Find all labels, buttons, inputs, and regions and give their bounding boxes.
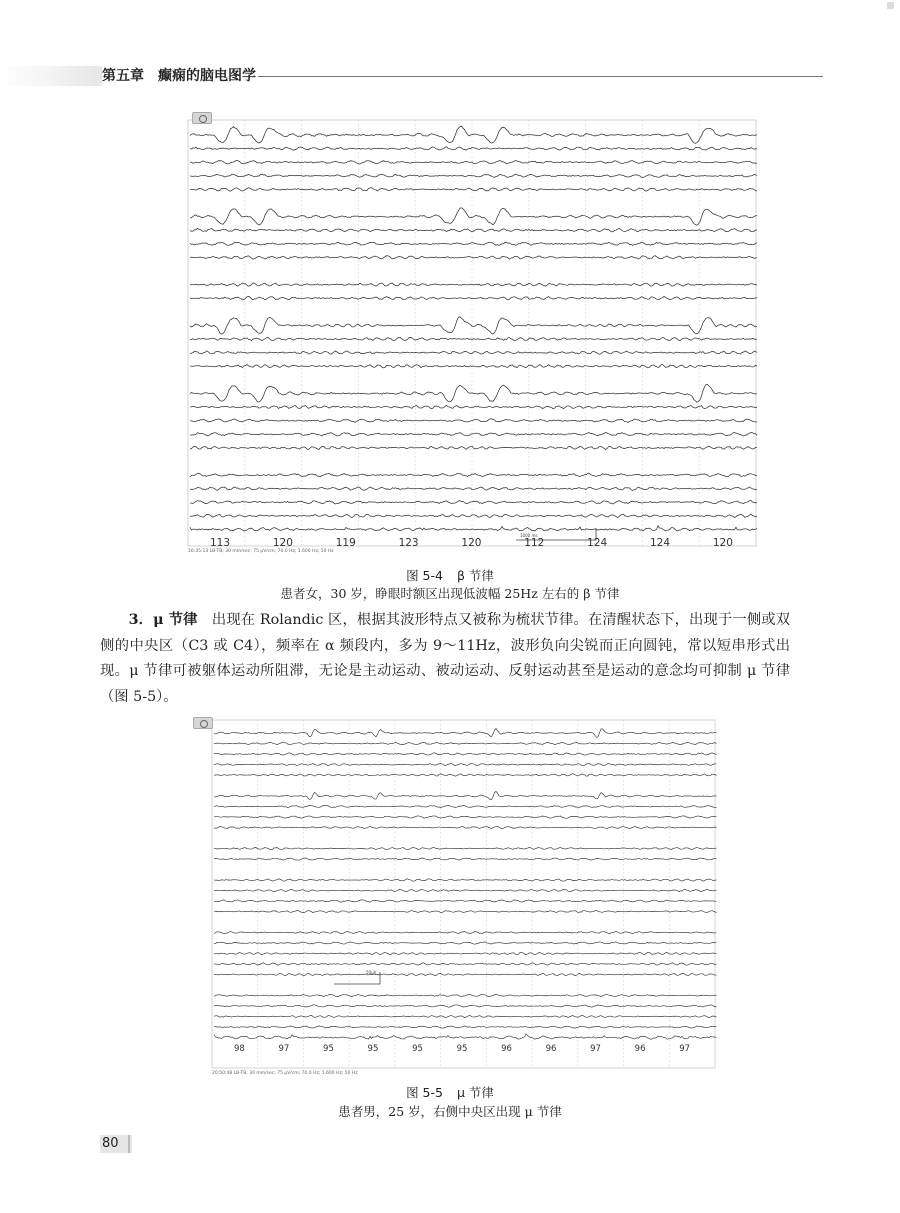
eeg-trace bbox=[190, 188, 757, 192]
eeg-trace bbox=[214, 911, 717, 913]
recording-settings: 16:35:13 LB-TB; 30 mm/sec; 75 µV/cm; 70.0 Hz; 1.600 Hz; 50 Hz bbox=[188, 549, 334, 554]
eeg-trace bbox=[190, 419, 757, 423]
heart-rate-value: 95 bbox=[367, 1043, 379, 1054]
eeg-figure-5-5 bbox=[0, 714, 900, 1086]
eeg-trace bbox=[214, 994, 717, 996]
recording-settings: 20:50:48 LB-TB; 30 mm/sec; 75 µV/cm; 70.0 Hz; 1.600 Hz; 50 Hz bbox=[212, 1071, 358, 1076]
eeg-trace bbox=[190, 473, 757, 477]
eeg-trace bbox=[190, 526, 757, 531]
eeg-trace bbox=[214, 805, 717, 808]
heart-rate-value: 98 bbox=[234, 1043, 245, 1054]
eeg-trace bbox=[190, 160, 757, 164]
heart-rate-value: 95 bbox=[412, 1043, 423, 1054]
eeg-trace bbox=[190, 126, 757, 143]
eeg-trace bbox=[214, 1005, 717, 1007]
caption-number: 图 5-4 bbox=[406, 568, 443, 583]
eeg-trace bbox=[214, 931, 717, 933]
header-rule bbox=[258, 76, 823, 77]
eeg-trace bbox=[214, 973, 717, 975]
figure-5-4-description: 患者女，30 岁，睁眼时额区出现低波幅 25Hz 左右的 β 节律 bbox=[280, 586, 620, 601]
eeg-trace bbox=[214, 742, 717, 745]
eeg-trace bbox=[214, 791, 717, 799]
plot-frame bbox=[212, 720, 715, 1068]
eeg-trace bbox=[214, 952, 717, 955]
camera-icon[interactable] bbox=[192, 112, 212, 124]
eeg-trace bbox=[190, 446, 757, 450]
eeg-trace bbox=[190, 514, 757, 518]
scale-label: 1000 ms bbox=[520, 533, 538, 538]
heart-rate-value: 97 bbox=[590, 1043, 601, 1054]
eeg-trace bbox=[214, 826, 717, 828]
eeg-trace-area bbox=[0, 112, 900, 557]
page-number: 80 bbox=[100, 1135, 132, 1153]
corner-mark bbox=[887, 2, 894, 9]
scale-label: 50µV bbox=[366, 970, 377, 975]
eeg-trace bbox=[214, 847, 717, 849]
paragraph-text: 出现在 Rolandic 区，根据其波形特点又被称为梳状节律。在清醒状态下，出现于一侧或双侧的中央区（C3 或 C4），频率在 α 频段内，多为 9～11Hz，波形负向尖锐而正向圆钝，常以短串形式出现。μ 节律可被躯体运动所阻滞，无论是主动运动、被动运动、反射运动甚至是运动的意念均可抑制 μ 节律（图 5-5）。 bbox=[100, 612, 791, 705]
heart-rate-value: 120 bbox=[712, 537, 733, 550]
eeg-trace bbox=[214, 858, 717, 860]
eeg-trace bbox=[190, 317, 757, 334]
eeg-trace bbox=[214, 963, 717, 965]
eeg-trace bbox=[190, 208, 757, 225]
eeg-trace bbox=[190, 432, 757, 436]
eeg-trace bbox=[214, 900, 717, 902]
figure-5-5-description: 患者男，25 岁，右侧中央区出现 μ 节律 bbox=[338, 1104, 562, 1119]
figure-5-4-caption bbox=[0, 566, 900, 584]
heart-rate-value: 96 bbox=[501, 1043, 512, 1054]
eeg-trace-area bbox=[0, 714, 900, 1086]
caption-number: 图 5-5 bbox=[406, 1085, 443, 1100]
heart-rate-value: 96 bbox=[634, 1043, 646, 1054]
heart-rate-value: 97 bbox=[679, 1043, 691, 1054]
heart-rate-value: 97 bbox=[278, 1043, 290, 1054]
heart-rate-value: 120 bbox=[461, 537, 482, 550]
eeg-trace bbox=[214, 879, 717, 881]
eeg-trace bbox=[190, 351, 757, 354]
eeg-trace bbox=[190, 256, 757, 260]
eeg-trace bbox=[214, 816, 717, 819]
eeg-trace bbox=[214, 763, 717, 765]
eeg-trace bbox=[214, 1034, 717, 1039]
eeg-trace bbox=[190, 501, 757, 504]
page-number-band bbox=[128, 1135, 130, 1153]
eeg-trace bbox=[190, 174, 757, 177]
camera-icon[interactable] bbox=[193, 717, 213, 729]
heart-rate-value: 95 bbox=[323, 1043, 334, 1054]
eeg-trace bbox=[190, 487, 757, 491]
heart-rate-value: 124 bbox=[650, 537, 671, 550]
heart-rate-value: 96 bbox=[545, 1043, 557, 1054]
eeg-trace bbox=[214, 729, 717, 738]
eeg-trace bbox=[190, 385, 757, 403]
eeg-trace bbox=[190, 228, 757, 231]
eeg-trace bbox=[190, 337, 757, 340]
heart-rate-value: 95 bbox=[456, 1043, 468, 1054]
eeg-trace bbox=[190, 364, 757, 367]
heart-rate-value: 113 bbox=[210, 537, 231, 550]
figure-5-5-caption bbox=[0, 1083, 900, 1101]
eeg-trace bbox=[214, 1015, 717, 1017]
eeg-trace bbox=[190, 283, 757, 286]
eeg-trace bbox=[214, 942, 717, 944]
heart-rate-value: 124 bbox=[587, 537, 608, 550]
eeg-trace bbox=[214, 1026, 717, 1028]
eeg-trace bbox=[190, 296, 757, 300]
section-term: 3．μ 节律 bbox=[128, 612, 198, 628]
body-paragraph bbox=[100, 608, 790, 710]
caption-title: β 节律 bbox=[456, 568, 494, 583]
eeg-trace bbox=[190, 405, 757, 409]
eeg-figure-5-4 bbox=[0, 112, 900, 557]
caption-title: μ 节律 bbox=[456, 1085, 494, 1100]
heart-rate-value: 112 bbox=[524, 537, 545, 550]
chapter-title: 第五章 癫痫的脑电图学 bbox=[102, 66, 262, 86]
eeg-trace bbox=[190, 147, 757, 151]
eeg-trace bbox=[214, 889, 717, 892]
heart-rate-value: 123 bbox=[398, 537, 419, 550]
eeg-trace bbox=[214, 753, 717, 755]
eeg-trace bbox=[214, 774, 717, 776]
heart-rate-value: 120 bbox=[272, 537, 293, 550]
eeg-trace bbox=[190, 242, 757, 245]
heart-rate-value: 119 bbox=[335, 537, 356, 550]
